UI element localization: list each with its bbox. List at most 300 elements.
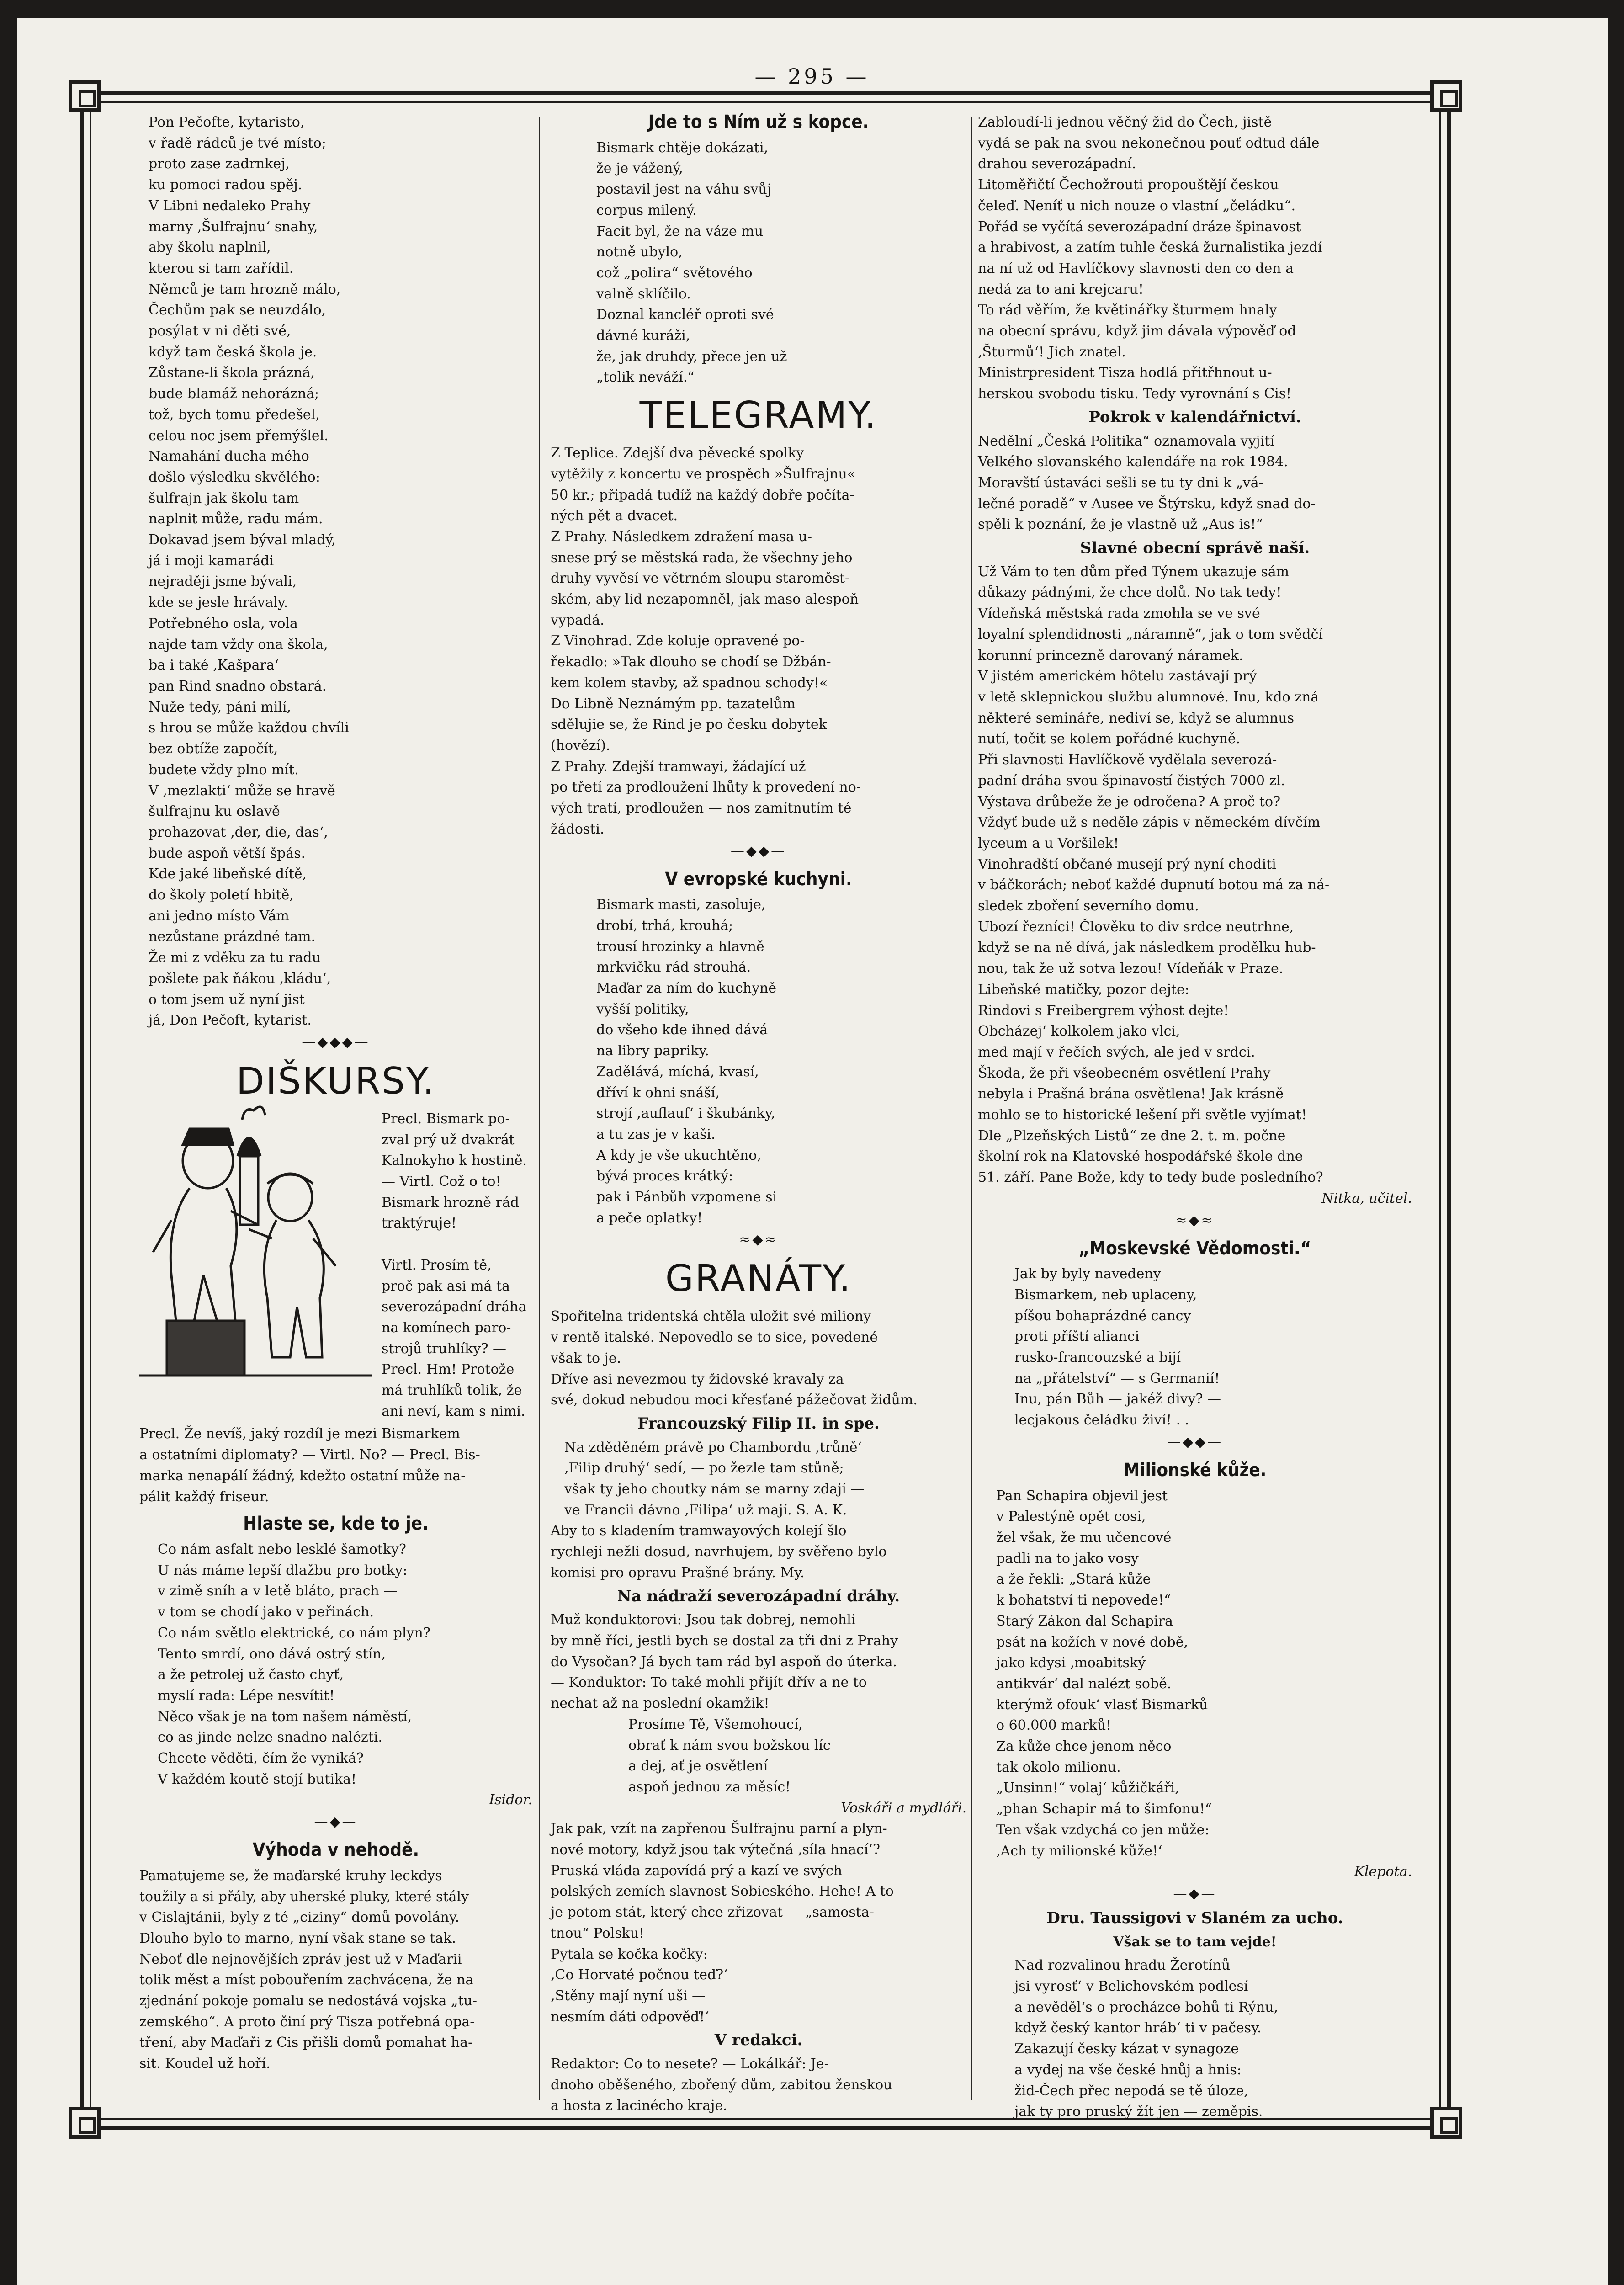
text-line: Zadělává, míchá, kvasí, xyxy=(596,1063,759,1080)
text-line: Kalnokyho k hostině. xyxy=(382,1153,527,1169)
text-line: Pruská vláda zapovídá prý a kazí ve svých xyxy=(551,1862,843,1879)
column-rule xyxy=(539,117,540,2100)
text-line: že, jak druhdy, přece jen už xyxy=(596,348,787,365)
text-line: psát na kožích v nové době, xyxy=(996,1634,1188,1650)
text-line: a vydej na vše české hnůj a hnis: xyxy=(1014,2062,1242,2078)
text-line: na komínech paro- xyxy=(382,1319,511,1336)
text-line: a že petrolej už často chyť, xyxy=(158,1667,344,1683)
text-line: v báčkorách; neboť každé dupnutí botou má za ná- xyxy=(978,877,1330,893)
text-line: v tom se chodí jako v peřinách. xyxy=(158,1604,374,1621)
diskursy-cartoon xyxy=(139,1101,372,1385)
text-line: Jak by byly navedeny xyxy=(1014,1266,1161,1282)
text-line: komisi pro opravu Prašné brány. My. xyxy=(551,1564,805,1581)
text-line: V ‚mezlakti‘ může se hravě xyxy=(149,782,335,799)
text-line: Z Vinohrad. Zde koluje opravené po- xyxy=(551,633,805,649)
text-line: Tento smrdí, ono dává ostrý stín, xyxy=(158,1646,386,1662)
text-line: šulfrajn jak školu tam xyxy=(149,490,299,506)
text-line: Škoda, že při všeobecném osvětlení Prahy xyxy=(978,1065,1271,1081)
text-line: Facit byl, že na váze mu xyxy=(596,223,764,239)
diskursy-dialogue xyxy=(382,1109,532,1422)
text-line: To rád věřím, že květinářky šturmem hnaly xyxy=(978,302,1277,319)
text-line: a ostatními diplomaty? — Virtl. No? — Precl. Bis- xyxy=(139,1447,480,1463)
text-line: dnoho oběšeného, zbořený dům, zabitou ženskou xyxy=(551,2077,892,2093)
text-line: tak okolo milionu. xyxy=(996,1759,1121,1775)
text-line: Namahání ducha mého xyxy=(149,448,309,465)
text-line: kde se jesle hrávaly. xyxy=(149,595,288,611)
text-line: ‚Ach ty milionské kůže!‘ xyxy=(996,1843,1162,1859)
taussig-subtitle: Však se to tam vejde! xyxy=(1113,1934,1277,1950)
text-line: Ministrpresident Tisza hodlá přitřhnout u- xyxy=(978,365,1272,381)
text-line: Za kůže chce jenom něco xyxy=(996,1738,1172,1755)
text-line: pošlete pak ňákou ‚kládu‘, xyxy=(149,970,331,987)
text-line: Kde jaké libeňské dítě, xyxy=(149,866,307,882)
text-line: a dej, ať je osvětlení xyxy=(628,1758,768,1775)
text-line: Zakazují česky kázat v synagoze xyxy=(1014,2041,1239,2057)
text-line: žádosti. xyxy=(551,821,605,837)
text-line: naplnit může, radu mám. xyxy=(149,511,323,527)
text-line: žid-Čech přec nepodá se tě úloze, xyxy=(1014,2083,1248,2099)
text-line: zval prý už dvakrát xyxy=(382,1132,515,1148)
text-line: toužily a si přály, aby uherské pluky, které stály xyxy=(139,1888,469,1905)
text-line: Ubozí řezníci! Člověku to div srdce neutrhne, xyxy=(978,919,1294,935)
text-line: na „přátelství“ — s Germanií! xyxy=(1014,1370,1220,1387)
text-line: aspoň jednou za měsíc! xyxy=(628,1779,791,1795)
scan-edge-right xyxy=(1608,0,1624,2285)
text-line: Dříve asi nevezmou ty židovské kravaly za xyxy=(551,1371,844,1387)
milionske-title: Milionské kůže. xyxy=(1123,1459,1267,1481)
text-line: Pan Schapira objevil jest xyxy=(996,1488,1168,1504)
text-line: Aby to s kladením tramwayových kolejí šlo xyxy=(551,1523,847,1539)
text-line: lečné poradě“ v Ausee ve Štýrsku, když snad do- xyxy=(978,495,1316,512)
text-line: celou noc jsem přemýšlel. xyxy=(149,427,329,444)
text-line: Dokavad jsem býval mladý, xyxy=(149,532,336,548)
text-line: Pořád se vyčítá severozápadní dráze špinavost xyxy=(978,218,1301,235)
text-line: však to je. xyxy=(551,1350,621,1366)
text-line: pálit každý friseur. xyxy=(139,1488,269,1505)
text-line: do školy poletí hbitě, xyxy=(149,887,294,903)
text-line: čeleď. Neníť u nich nouze o vlastní „čeládku“. xyxy=(978,197,1296,214)
text-line: lyceum a u Voršilek! xyxy=(978,835,1119,851)
text-line: já, Don Pečoft, kytarist. xyxy=(149,1012,312,1029)
text-line: dávné kuráži, xyxy=(596,328,690,344)
text-line: Vždyť bude už s neděle zápis v německém dívčím xyxy=(978,814,1321,831)
text-line: Virtl. Prosím tě, xyxy=(382,1257,492,1273)
text-line: Neboť dle nejnovějších zpráv jest už v Maďarii xyxy=(139,1951,462,1967)
text-line: v rentě italské. Nepovedlo se to sice, povedené xyxy=(551,1329,878,1346)
text-line: 51. září. Pane Bože, kdy to tedy bude posledního? xyxy=(978,1169,1323,1186)
text-line: mohlo se to historické lešení při světle vyjímat! xyxy=(978,1107,1307,1123)
text-line: U nás máme lepší dlažbu pro botky: xyxy=(158,1562,408,1578)
text-line: Němců je tam hrozně málo, xyxy=(149,281,341,298)
text-line: Z Prahy. Zdejší tramwayi, žádající už xyxy=(551,758,806,775)
text-line: lecjakous čeládku živí! . . xyxy=(1014,1412,1189,1429)
text-line: nebyla i Prašná brána osvětlena! Jak krásně xyxy=(978,1086,1284,1102)
text-line: na ní už od Havlíčkovy slavnosti den co den a xyxy=(978,260,1294,276)
text-line: nutí, točit se kolem pořádné kuchyně. xyxy=(978,731,1241,747)
text-line: Maďar za ním do kuchyně xyxy=(596,980,777,997)
text-line: by mně říci, jestli bych se dostal za tři dni z Prahy xyxy=(551,1633,898,1649)
scan-edge-left xyxy=(0,0,17,2285)
text-line: v zimě sníh a v letě bláto, prach — xyxy=(158,1583,398,1600)
ornament-divider: —◆— xyxy=(1173,1885,1217,1902)
text-line: píšou bohaprázdné cancy xyxy=(1014,1307,1191,1324)
text-line: na obecní správu, když jim dávala výpověď od xyxy=(978,323,1296,340)
text-line: drahou severozápadní. xyxy=(978,156,1136,172)
text-line: Vinohradští občané musejí prý nyní choditi xyxy=(978,856,1276,872)
text-line: což „polira“ světového xyxy=(596,265,753,281)
hlaste-title: Hlaste se, kde to je. xyxy=(243,1513,429,1535)
text-line: V Libni nedaleko Prahy xyxy=(149,197,311,214)
border-corner-ornament xyxy=(69,2107,101,2139)
redakci-text xyxy=(551,2054,966,2116)
text-line: má truhlíků tolik, že xyxy=(382,1382,522,1399)
redakci-title: V redakci. xyxy=(714,2031,803,2050)
text-line: valně sklíčilo. xyxy=(596,286,691,302)
text-line: Inu, pán Bůh — jakéž divy? — xyxy=(1014,1391,1221,1408)
milionske-poem xyxy=(978,1486,1412,1862)
text-line: nesmím dáti odpověď!‘ xyxy=(551,2009,709,2025)
col3-top-text xyxy=(978,112,1412,404)
diskursy-closing xyxy=(139,1424,532,1507)
text-line: Pamatujeme se, že maďarské kruhy leckdys xyxy=(139,1867,442,1884)
text-line: Do Libně Neznámým pp. tazatelům xyxy=(551,696,796,712)
slavne-text xyxy=(978,562,1412,1188)
text-line: v Cislajtánii, byly z té „ciziny“ domů povolány. xyxy=(139,1909,460,1926)
text-line: však ty jeho choutky nám se marny zdají — xyxy=(564,1481,865,1498)
ornament-divider: —◆— xyxy=(314,1814,358,1830)
granaty-text-2 xyxy=(551,1520,966,1583)
text-line: druhy vyvěsí ve větrném sloupu staroměst- xyxy=(551,570,850,587)
text-line: proč pak asi má ta xyxy=(382,1278,510,1294)
pokrok-title: Pokrok v kalendářnictví. xyxy=(1088,408,1301,426)
text-line: Velkého slovanského kalendáře na rok 1984. xyxy=(978,454,1288,470)
kopce-poem xyxy=(551,138,966,388)
hlaste-signature: Isidor. xyxy=(489,1792,532,1808)
text-line: do všeho kde ihned dává xyxy=(596,1022,768,1038)
text-line: — Konduktor: To také mohli přijít dřív a ne to xyxy=(551,1674,867,1691)
text-line: Libeňské matičky, pozor dejte: xyxy=(978,981,1189,998)
text-line: kterou si tam zařídil. xyxy=(149,260,294,276)
text-line: došlo výsledku skvělého: xyxy=(149,469,320,485)
text-line: bude aspoň větší špás. xyxy=(149,845,306,861)
border-corner-ornament xyxy=(69,80,101,112)
text-line: Zůstane-li škola prázná, xyxy=(149,365,315,381)
text-line: vyšší politiky, xyxy=(596,1001,689,1017)
text-line: Moravští ústaváci sešli se tu ty dni k „vá- xyxy=(978,474,1263,491)
text-line: Co nám asfalt nebo lesklé šamotky? xyxy=(158,1541,406,1557)
text-line: zemského“. A proto činí prý Tisza potřebná opa- xyxy=(139,2014,475,2030)
text-line: „phan Schapir má to šimfonu!“ xyxy=(996,1801,1212,1817)
text-line: jsi vyrosť‘ v Belichovském podlesí xyxy=(1014,1978,1248,1995)
text-line: Už Vám to ten dům před Týnem ukazuje sám xyxy=(978,563,1290,580)
text-line: školní rok na Klatovské hospodářské škole dne xyxy=(978,1148,1303,1165)
filip-title: Francouzský Filip II. in spe. xyxy=(637,1414,880,1433)
ornament-divider: —◆◆◆— xyxy=(302,1034,370,1050)
text-line: jako kdysi ‚moabitský xyxy=(996,1655,1146,1671)
text-line: tření, aby Maďaři z Cis přišli domů pomahat ha- xyxy=(139,2035,473,2051)
text-line: ani jedno místo Vám xyxy=(149,908,289,924)
telegramy-text xyxy=(551,443,966,840)
text-line: spěli k poznání, že je vlastně už „Aus is!“ xyxy=(978,516,1263,533)
text-line: sledek zboření severního domu. xyxy=(978,898,1199,914)
taussig-title: Dru. Taussigovi v Slaném za ucho. xyxy=(1046,1908,1343,1927)
text-line: ‚Filip druhý‘ sedí, — po žezle tam stůně; xyxy=(564,1460,844,1477)
ornament-divider: ≈◆≈ xyxy=(739,1232,778,1248)
text-line: o tom jsem už nyní jist xyxy=(149,991,305,1008)
scan-edge-top xyxy=(0,0,1624,18)
taussig-poem xyxy=(978,1955,1412,2122)
text-line: nezůstane prázdné tam. xyxy=(149,929,316,945)
text-line: Na zděděném právě po Chambordu ‚trůně‘ xyxy=(564,1439,862,1456)
text-line: Doznal kancléř oproti své xyxy=(596,307,774,323)
text-line: sit. Koudel už hoří. xyxy=(139,2056,271,2072)
text-line: Precl. Že nevíš, jaký rozdíl je mezi Bismarkem xyxy=(139,1426,460,1442)
text-line: Vídeňská městská rada zmohla se ve své xyxy=(978,606,1260,622)
text-line: 50 kr.; připadá tudíž na každý dobře počíta- xyxy=(551,487,854,503)
text-line: korunní princezně darovaný náramek. xyxy=(978,647,1243,664)
moskevske-poem xyxy=(978,1264,1412,1431)
text-line: rusko-francouzské a bijí xyxy=(1014,1350,1181,1366)
text-line: nechat až na poslední okamžik! xyxy=(551,1695,770,1712)
text-line: myslí rada: Lépe nesvítit! xyxy=(158,1687,335,1704)
text-line: budete vždy plno mít. xyxy=(149,761,299,778)
column-2 xyxy=(551,112,966,2116)
text-line: Chcete věděti, čím že vyniká? xyxy=(158,1750,364,1767)
text-line: Zabloudí-li jednou věčný žid do Čech, jistě xyxy=(978,114,1272,130)
text-line: rychleji nežli dosud, navrhujem, by svěřeno bylo xyxy=(551,1544,887,1560)
text-line: prohazovat ‚der, die, das‘, xyxy=(149,824,328,840)
text-line: bývá proces krátký: xyxy=(596,1168,733,1185)
text-line: Čechům pak se neuzdálo, xyxy=(149,302,326,319)
text-line: vých tratí, prodloužen — nos zamítnutím té xyxy=(551,800,852,817)
text-line: v letě sklepnickou službu alumnové. Inu, kdo zná xyxy=(978,689,1319,705)
text-line: drobí, trhá, krouhá; xyxy=(596,917,733,934)
moskevske-title: „Moskevské Vědomosti.“ xyxy=(1078,1238,1311,1259)
text-line: Nedělní „Česká Politika“ oznamovala vyjití xyxy=(978,433,1274,449)
text-line: marka nenapálí žádný, kdežto ostatní může na- xyxy=(139,1467,466,1484)
text-line: ve Francii dávno ‚Filipa‘ už mají. S. A. K. xyxy=(564,1502,847,1518)
text-line: zjednání pokoje pomalu se nedostává vojska „tu- xyxy=(139,1993,477,2009)
granaty-title: GRANÁTY. xyxy=(665,1257,852,1300)
text-line: herskou svobodu tisku. Tedy vyrovnání s Cis! xyxy=(978,386,1292,402)
text-line: když tam česká škola je. xyxy=(149,344,317,360)
text-line: „tolik neváží.“ xyxy=(596,369,695,386)
text-line: tož, bych tomu předešel, xyxy=(149,406,320,423)
text-line: vypadá. xyxy=(551,612,605,628)
text-line: nové motory, když jsou tak výtečná ‚síla hnací‘? xyxy=(551,1842,880,1858)
text-line: po třetí za prodloužení lhůty k provedení no- xyxy=(551,779,861,796)
text-line: Bismark masti, zasoluje, xyxy=(596,897,766,913)
text-line: Nuže tedy, páni milí, xyxy=(149,699,292,715)
text-line: Bismarkem, neb uplaceny, xyxy=(1014,1286,1197,1303)
text-line: a že řekli: „Stará kůže xyxy=(996,1571,1151,1588)
text-line: nou, tak že už sotva lezou! Vídeňák v Praze. xyxy=(978,961,1284,977)
text-line: Pon Pečofte, kytaristo, xyxy=(149,114,305,130)
text-line: padní dráha svou špinavostí čistých 7000 zl. xyxy=(978,772,1285,789)
text-line: vydá se pak na svou nekonečnou pouť odtud dále xyxy=(978,135,1320,151)
milionske-signature: Klepota. xyxy=(1354,1864,1412,1880)
text-line: do Vysočan? Já bych tam rád byl aspoň do úterka. xyxy=(551,1653,897,1670)
border-corner-ornament xyxy=(1430,80,1462,112)
text-line: své, dokud nebudou moci křesťané pážečovat židům. xyxy=(551,1392,918,1408)
column-3 xyxy=(978,112,1412,2122)
text-line: a nevěděl‘s o procházce bohů ti Rýnu, xyxy=(1014,1999,1279,2015)
kopce-title: Jde to s Ním už s kopce. xyxy=(648,112,869,133)
nadrazi-text xyxy=(551,1610,966,1714)
text-line: Starý Zákon dal Schapira xyxy=(996,1613,1173,1629)
prosime-signature: Voskáři a mydláři. xyxy=(841,1800,966,1816)
text-line: corpus milený. xyxy=(596,202,697,218)
text-line: med mají v řečích svých, ale jed v srdci. xyxy=(978,1044,1255,1060)
text-line: Jak pak, vzít na zapřenou Šulfrajnu parní a plyn- xyxy=(551,1821,887,1837)
text-line: Rindovi s Freibergrem výhost dejte! xyxy=(978,1002,1229,1019)
text-line: trousí hrozinky a hlavně xyxy=(596,938,764,955)
text-line: Nad rozvalinou hradu Žerotínů xyxy=(1014,1957,1231,1974)
text-line: a tu zas je v kaši. xyxy=(596,1126,716,1142)
text-line: když český kantor hráb‘ ti v pačesy. xyxy=(1014,2020,1262,2036)
granaty-text-3 xyxy=(551,1818,966,2027)
text-line: ‚Šturmů‘! Jich znatel. xyxy=(978,344,1126,360)
text-line: Precl. Hm! Protože xyxy=(382,1361,515,1378)
page-number: — 295 — xyxy=(754,64,870,89)
text-line: v řadě rádců je tvé místo; xyxy=(149,135,326,151)
text-line: Bismark chtěje dokázati, xyxy=(596,139,769,156)
text-line: nejraději jsme bývali, xyxy=(149,574,297,590)
text-line: Že mi z vděku za tu radu xyxy=(149,950,321,966)
text-line: Muž konduktorovi: Jsou tak dobrej, nemohli xyxy=(551,1612,856,1628)
text-line: kem kolem stavby, až spadnou schody!« xyxy=(551,675,828,691)
text-line: antikvár‘ dal nalézt sobě. xyxy=(996,1675,1172,1692)
text-line: Spořitelna tridentská chtěla uložit své miliony xyxy=(551,1308,871,1325)
text-line: tnou“ Polsku! xyxy=(551,1925,645,1941)
text-line: co as jinde nelze snadno nalézti. xyxy=(158,1729,382,1746)
text-line: „Unsinn!“ volaj‘ kůžičkáři, xyxy=(996,1780,1179,1796)
text-line: Pytala se kočka kočky: xyxy=(551,1946,708,1962)
text-line: proti příští alianci xyxy=(1014,1328,1140,1345)
text-line: strojí ‚auflauf‘ i škubánky, xyxy=(596,1105,775,1122)
text-line: vytěžily z koncertu ve prospěch »Šulfrajnu« xyxy=(551,466,856,482)
text-line: šulfrajnu ku oslavě xyxy=(149,803,280,820)
text-line: postavil jest na váhu svůj xyxy=(596,181,772,198)
column-rule xyxy=(971,117,972,2100)
text-line: Při slavnosti Havlíčkově vydělala severozá- xyxy=(978,752,1277,768)
slavne-title: Slavné obecní správě naší. xyxy=(1080,539,1310,558)
text-line: Potřebného osla, vola xyxy=(149,615,298,632)
telegramy-title: TELEGRAMY. xyxy=(639,394,878,437)
kuchyne-poem xyxy=(551,894,966,1228)
text-line: ných pět a dvacet. xyxy=(551,508,678,524)
pokrok-text xyxy=(978,431,1412,536)
text-line: v Palestýně opět cosi, xyxy=(996,1509,1146,1525)
vyhoda-title: Výhoda v nehodě. xyxy=(252,1839,419,1861)
text-line: A kdy je vše ukuchtěno, xyxy=(596,1147,761,1164)
text-line: kterýmž ofouk‘ vlasť Bismarků xyxy=(996,1696,1208,1713)
filip-poem xyxy=(551,1437,966,1521)
text-line: sdělujie se, že Rind je po česku dobytek xyxy=(551,717,827,733)
column-1 xyxy=(139,112,532,2074)
text-line: dříví k ohni snáší, xyxy=(596,1084,720,1101)
text-line: notně ubylo, xyxy=(596,244,683,260)
text-line: V každém koutě stojí butika! xyxy=(158,1771,357,1787)
text-line: že je vážený, xyxy=(596,160,683,177)
text-line: Obcházej‘ kolkolem jako vlci, xyxy=(978,1023,1180,1040)
text-line: žel však, že mu učencové xyxy=(996,1530,1172,1546)
ornament-divider: —◆◆— xyxy=(1167,1434,1223,1450)
text-line: o 60.000 marků! xyxy=(996,1717,1112,1734)
text-line: k bohatství ti nepovede!“ xyxy=(996,1592,1171,1609)
poem-don-pecoft xyxy=(139,112,532,1031)
text-line: a peče oplatky! xyxy=(596,1210,703,1226)
text-line: když se na ně dívá, jak následkem prodělku hub- xyxy=(978,940,1316,956)
text-line: (hovězí). xyxy=(551,737,610,754)
diskursy-title: DIŠKURSY. xyxy=(236,1059,436,1102)
text-line: Bismark hrozně rád xyxy=(382,1194,519,1211)
text-line: je potom stát, který chce zřizovat — „samosta- xyxy=(551,1904,874,1921)
text-line: ‚Stěny mají nyní uši — xyxy=(551,1987,706,2004)
text-line: já i moji kamarádi xyxy=(149,553,274,569)
text-line: ba i také ‚Kašpara‘ xyxy=(149,657,279,674)
text-line: Prosíme Tě, Všemohoucí, xyxy=(628,1716,803,1732)
slavne-signature: Nitka, učitel. xyxy=(1321,1190,1412,1206)
text-line: severozápadní dráha xyxy=(382,1299,527,1315)
text-line: loyalní splendidnosti „náramně“, jak o tom svědčí xyxy=(978,626,1323,643)
text-line: padli na to jako vosy xyxy=(996,1550,1139,1567)
text-line: traktýruje! xyxy=(382,1215,457,1232)
text-line: bez obtíže započít, xyxy=(149,741,278,757)
text-line: Co nám světlo elektrické, co nám plyn? xyxy=(158,1625,430,1641)
text-line: řekadlo: »Tak dlouho se chodí se Džbán- xyxy=(551,654,831,670)
ornament-divider: ≈◆≈ xyxy=(1175,1212,1215,1228)
text-line xyxy=(382,1234,532,1255)
text-line: Dlouho bylo to marno, nyní však stane se tak. xyxy=(139,1930,456,1946)
text-line: mrkvičku rád strouhá. xyxy=(596,959,751,976)
text-line: — Virtl. Což o to! xyxy=(382,1174,501,1190)
text-line: aby školu naplnil, xyxy=(149,239,271,256)
text-line: Ten však vzdychá co jen může: xyxy=(996,1822,1210,1838)
text-line: a hosta z lacinécho kraje. xyxy=(551,2098,727,2114)
text-line: Výstava drůbeže že je odročena? A proč to? xyxy=(978,793,1281,810)
text-line: obrať k nám svou božskou líc xyxy=(628,1737,831,1754)
kuchyne-title: V evropské kuchyni. xyxy=(665,868,852,890)
text-line: Redaktor: Co to nesete? — Lokálkář: Je- xyxy=(551,2056,829,2072)
text-line: Z Teplice. Zdejší dva pěvecké spolky xyxy=(551,445,804,462)
text-line: s hrou se může každou chvíli xyxy=(149,720,349,736)
text-line: proto zase zadrnkej, xyxy=(149,156,290,172)
ornament-divider: —◆◆— xyxy=(730,843,787,859)
text-line: na libry papriky. xyxy=(596,1043,709,1059)
text-line: Z Prahy. Následkem zdražení masa u- xyxy=(551,528,812,545)
text-line: pan Rind snadno obstará. xyxy=(149,678,327,694)
text-line: V jistém americkém hôtelu zastávají prý xyxy=(978,668,1257,685)
granaty-text-1 xyxy=(551,1306,966,1411)
text-line: Precl. Bismark po- xyxy=(382,1111,510,1127)
text-line: marny ‚Šulfrajnu‘ snahy, xyxy=(149,218,318,235)
text-line: Dle „Plzeňských Listů“ ze dne 2. t. m. počne xyxy=(978,1127,1286,1144)
text-line: snese prý se městská rada, že všechny jeho xyxy=(551,549,853,566)
hlaste-poem xyxy=(139,1539,532,1790)
text-line: a hrabivost, a zatím tuhle česká žurnalistika jezdí xyxy=(978,239,1322,256)
text-line: pak i Pánbůh vzpomene si xyxy=(596,1189,777,1206)
border-corner-ornament xyxy=(1430,2107,1462,2139)
text-line: najde tam vždy ona škola, xyxy=(149,636,328,653)
text-line: ském, aby lid nezapomněl, jak maso alespoň xyxy=(551,591,859,608)
text-line: posýlat v ni děti své, xyxy=(149,323,291,340)
vyhoda-text xyxy=(139,1865,532,2074)
text-line: některé semináře, nediví se, když se alumnus xyxy=(978,710,1295,726)
text-line: Litoměřičtí Čechožrouti propouštějí českou xyxy=(978,177,1279,193)
text-line: strojů truhlíky? — xyxy=(382,1340,506,1357)
text-line: jak ty pro pruský žít jen — zeměpis. xyxy=(1014,2104,1263,2120)
